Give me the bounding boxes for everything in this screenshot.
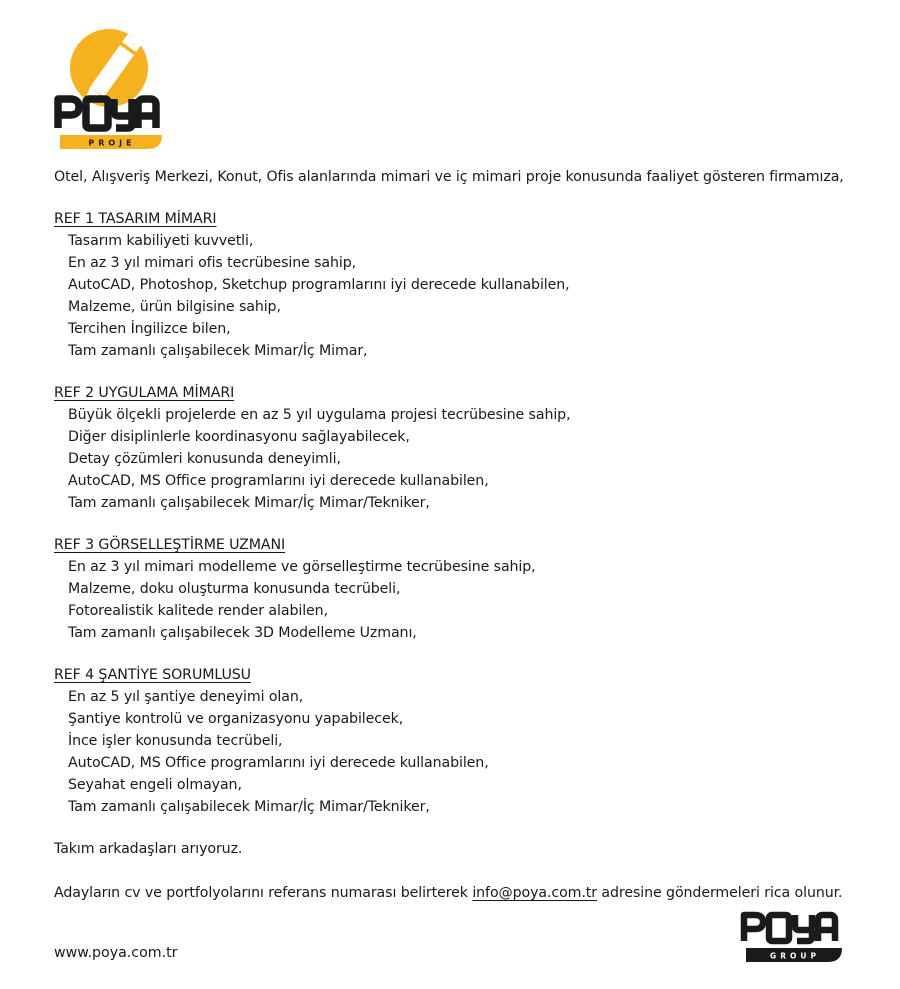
ref-item: AutoCAD, MS Office programlarını iyi derecede kullanabilen, [68, 473, 489, 489]
ref-item: Detay çözümleri konusunda deneyimli, [68, 451, 341, 467]
apply-text-before: Adayların cv ve portfolyolarını referans numarası belirterek [54, 885, 473, 901]
ref-section-3 [54, 534, 874, 644]
ref-item: Tam zamanlı çalışabilecek Mimar/İç Mimar, [68, 343, 368, 359]
ref-item: Şantiye kontrolü ve organizasyonu yapabilecek, [68, 711, 404, 727]
ref-item: AutoCAD, MS Office programlarını iyi derecede kullanabilen, [68, 755, 489, 771]
closing-text: Takım arkadaşları arıyoruz. [54, 841, 243, 857]
ref-item: En az 3 yıl mimari ofis tecrübesine sahip, [68, 255, 357, 271]
ref-item: İnce işler konusunda tecrübeli, [68, 733, 283, 749]
ref-section-2 [54, 382, 874, 514]
apply-text-after: adresine göndermeleri rica olunur. [597, 885, 843, 901]
ref-item: Seyahat engeli olmayan, [68, 777, 242, 793]
poya-proje-logo [50, 27, 168, 155]
ref-item: En az 5 yıl şantiye deneyimi olan, [68, 689, 304, 705]
ref-section-1 [54, 208, 874, 362]
website-url: www.poya.com.tr [54, 945, 178, 961]
job-posting-content [54, 166, 874, 904]
ref-item: Tam zamanlı çalışabilecek Mimar/İç Mimar/Tekniker, [68, 495, 430, 511]
apply-instructions [54, 882, 874, 904]
ref-section-4 [54, 664, 874, 818]
email-link[interactable]: info@poya.com.tr [472, 885, 598, 901]
ref-item: Tam zamanlı çalışabilecek 3D Modelleme Uzmanı, [68, 625, 417, 641]
ref-item: Büyük ölçekli projelerde en az 5 yıl uygulama projesi tecrübesine sahip, [68, 407, 571, 423]
ref-item: Tercihen İngilizce bilen, [68, 321, 231, 337]
ref-item: Diğer disiplinlerle koordinasyonu sağlayabilecek, [68, 429, 410, 445]
ref-item: En az 3 yıl mimari modelleme ve görselleştirme tecrübesine sahip, [68, 559, 536, 575]
intro-text: Otel, Alışveriş Merkezi, Konut, Ofis alanlarında mimari ve iç mimari proje konusunda faaliyet gösteren firmamıza, [54, 169, 844, 185]
ref-title: REF 2 UYGULAMA MİMARI [54, 385, 235, 401]
ref-item: AutoCAD, Photoshop, Sketchup programlarını iyi derecede kullanabilen, [68, 277, 570, 293]
ref-title: REF 1 TASARIM MİMARI [54, 211, 217, 227]
ref-item: Fotorealistik kalitede render alabilen, [68, 603, 328, 619]
ref-item: Tasarım kabiliyeti kuvvetli, [68, 233, 254, 249]
ref-title: REF 4 ŞANTİYE SORUMLUSU [54, 667, 251, 683]
poya-group-logo [738, 908, 848, 968]
ref-item: Tam zamanlı çalışabilecek Mimar/İç Mimar/Tekniker, [68, 799, 430, 815]
ref-item: Malzeme, ürün bilgisine sahip, [68, 299, 281, 315]
ref-title: REF 3 GÖRSELLEŞTİRME UZMANI [54, 537, 286, 553]
logo-sub-text: PROJE [88, 138, 136, 148]
logo-sub-text: GROUP [770, 951, 820, 961]
ref-item: Malzeme, doku oluşturma konusunda tecrübeli, [68, 581, 401, 597]
